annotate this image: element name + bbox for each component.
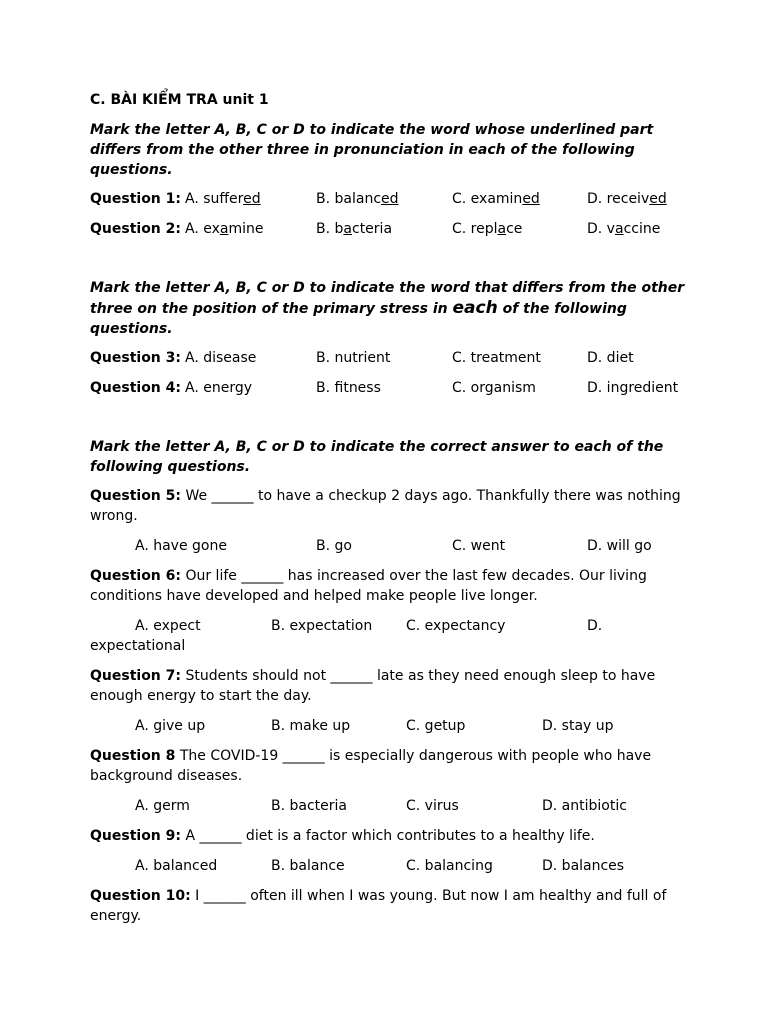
- section2-instruction: Mark the letter A, B, C or D to indicate the word that differs from the other three on the position of the primary stress in each of the following questions.: [90, 280, 685, 337]
- question-5: Question 5: We ______ to have a checkup 2 days ago. Thankfully there was nothing wrong.: [90, 488, 681, 524]
- document-page: [90, 90, 690, 936]
- option-d: D. antibiotic: [542, 798, 627, 814]
- option-c: C. organism: [452, 380, 536, 396]
- option-b: B. balance: [271, 858, 345, 874]
- page-title: C. BÀI KIỂM TRA unit 1: [90, 92, 269, 108]
- option-a: A. expect: [135, 618, 201, 634]
- option-d: D. will go: [587, 538, 652, 554]
- question-8-options: [90, 796, 690, 816]
- question-3: [90, 348, 690, 368]
- section3-instruction: Mark the letter A, B, C or D to indicate the correct answer to each of the following questions.: [90, 439, 664, 475]
- option-a: A. examine: [185, 221, 264, 237]
- question-8: Question 8 The COVID-19 ______ is especially dangerous with people who have background diseases.: [90, 748, 652, 784]
- question-7-options: [90, 716, 690, 736]
- option-a: A. give up: [135, 718, 206, 734]
- option-a: A. disease: [185, 350, 257, 366]
- section1-instruction: Mark the letter A, B, C or D to indicate the word whose underlined part differs from the other three in pronunciation in each of the following questions.: [90, 122, 654, 178]
- option-b: B. expectation: [271, 618, 373, 634]
- option-d: D. balances: [542, 858, 625, 874]
- option-c: C. treatment: [452, 350, 541, 366]
- option-a: A. energy: [185, 380, 253, 396]
- option-b: B. make up: [271, 718, 351, 734]
- question-label: Question 2:: [90, 221, 181, 237]
- option-c: C. replace: [452, 221, 523, 237]
- option-d: D. ingredient: [587, 380, 679, 396]
- option-d: D.: [587, 618, 603, 634]
- option-c: C. expectancy: [406, 618, 506, 634]
- option-d: D. stay up: [542, 718, 614, 734]
- question-6-options: [90, 616, 690, 636]
- question-2: [90, 219, 690, 239]
- option-c: C. balancing: [406, 858, 493, 874]
- option-c: C. examined: [452, 191, 540, 207]
- option-a: A. balanced: [135, 858, 218, 874]
- option-c: C. virus: [406, 798, 459, 814]
- option-c: C. getup: [406, 718, 466, 734]
- question-label: Question 1:: [90, 191, 181, 207]
- option-c: C. went: [452, 538, 506, 554]
- question-label: Question 3:: [90, 350, 181, 366]
- question-4: [90, 378, 690, 398]
- option-b: B. balanced: [316, 191, 399, 207]
- question-9-options: [90, 856, 690, 876]
- question-6: Question 6: Our life ______ has increased over the last few decades. Our living conditions have developed and helped make people live longer.: [90, 568, 647, 604]
- option-b: B. nutrient: [316, 350, 391, 366]
- question-9: Question 9: A ______ diet is a factor which contributes to a healthy life.: [90, 828, 595, 844]
- question-label: Question 4:: [90, 380, 181, 396]
- option-d: D. diet: [587, 350, 634, 366]
- question-1: [90, 189, 690, 209]
- question-6-options-wrap: [90, 636, 690, 656]
- option-b: B. go: [316, 538, 352, 554]
- option-d: D. received: [587, 191, 667, 207]
- option-b: B. bacteria: [271, 798, 347, 814]
- option-d: D. vaccine: [587, 221, 661, 237]
- option-b: B. fitness: [316, 380, 381, 396]
- question-7: Question 7: Students should not ______ late as they need enough sleep to have enough energy to start the day.: [90, 668, 656, 704]
- option-b: B. bacteria: [316, 221, 393, 237]
- question-10: Question 10: I ______ often ill when I was young. But now I am healthy and full of energy.: [90, 888, 667, 924]
- option-a: A. suffered: [185, 191, 261, 207]
- option-a: A. have gone: [135, 538, 227, 554]
- option-a: A. germ: [135, 798, 190, 814]
- question-5-options: [90, 536, 690, 556]
- option-d-text: expectational: [90, 638, 186, 654]
